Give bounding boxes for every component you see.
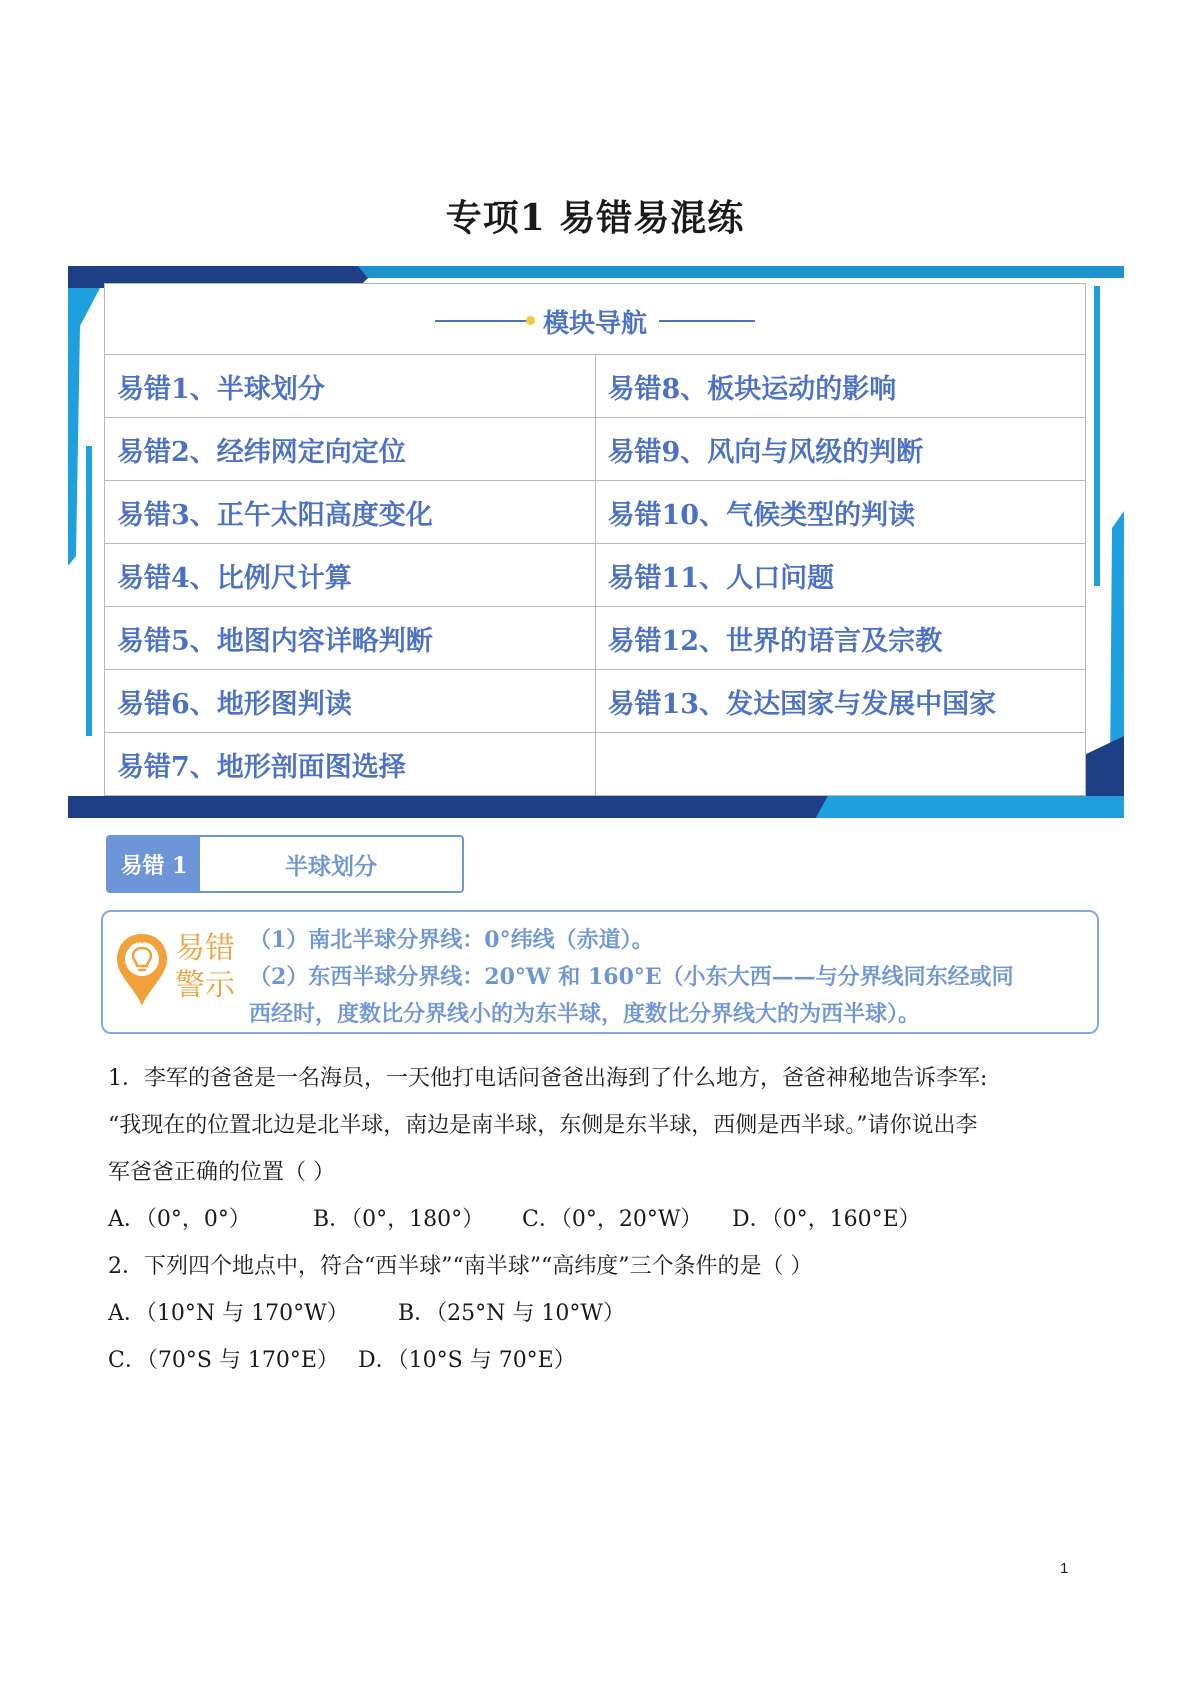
nav-item[interactable]: 易错9、风向与风级的判断 [595, 418, 1086, 481]
nav-heading-line-left [435, 320, 531, 322]
option-c[interactable]: C．（70°S 与 170°E） [108, 1348, 339, 1373]
nav-item[interactable]: 易错8、板块运动的影响 [595, 355, 1086, 418]
warning-line: （2）东西半球分界线：20°W 和 160°E（小东大西——与分界线同东经或同 [249, 964, 1014, 990]
nav-table [104, 283, 1086, 796]
warning-box [101, 910, 1099, 1034]
nav-item[interactable]: 易错11、人口问题 [595, 544, 1086, 607]
option-d[interactable]: D．（10°S 与 70°E） [358, 1348, 576, 1373]
question-stem-line: “我现在的位置北边是北半球，南边是南半球，东侧是东半球，西侧是西半球。”请你说出李 [108, 1113, 978, 1138]
question-options [108, 1196, 1088, 1243]
nav-item[interactable]: 易错13、发达国家与发展中国家 [595, 670, 1086, 733]
page-number: 1 [1060, 1560, 1069, 1577]
warning-text [249, 922, 1075, 1033]
section-tab [106, 835, 464, 893]
nav-item[interactable]: 易错1、半球划分 [105, 355, 596, 418]
nav-heading: 模块导航 [542, 308, 647, 339]
section-name: 半球划分 [285, 852, 377, 880]
nav-item[interactable]: 易错7、地形剖面图选择 [105, 733, 596, 796]
warning-label [175, 930, 235, 1004]
section-number: 易错 1 [108, 837, 200, 891]
question-stem-line: 1．李军的爸爸是一名海员，一天他打电话问爸爸出海到了什么地方，爸爸神秘地告诉李军: [108, 1066, 988, 1091]
nav-item[interactable]: 易错4、比例尺计算 [105, 544, 596, 607]
nav-heading-line-right [659, 320, 755, 322]
option-a[interactable]: A．（0°，0°） [108, 1207, 251, 1232]
nav-item[interactable]: 易错6、地形图判读 [105, 670, 596, 733]
nav-item[interactable]: 易错5、地图内容详略判断 [105, 607, 596, 670]
question-options [108, 1337, 1088, 1384]
option-b[interactable]: B．（0°，180°） [313, 1207, 485, 1232]
warning-label-line2: 警示 [175, 968, 235, 1003]
nav-item-empty [595, 733, 1086, 796]
option-c[interactable]: C．（0°，20°W） [522, 1207, 703, 1232]
nav-item[interactable]: 易错10、气候类型的判读 [595, 481, 1086, 544]
nav-heading-dot [526, 316, 535, 325]
nav-item[interactable]: 易错12、世界的语言及宗教 [595, 607, 1086, 670]
question-list [108, 1055, 1088, 1384]
option-b[interactable]: B．（25°N 与 10°W） [398, 1301, 626, 1326]
question-options [108, 1290, 1088, 1337]
option-a[interactable]: A．（10°N 与 170°W） [108, 1301, 349, 1326]
warning-line: 西经时，度数比分界线小的为东半球，度数比分界线大的为西半球）。 [249, 1001, 921, 1027]
lightbulb-pin-icon [113, 930, 171, 1010]
question-stem-line: 军爸爸正确的位置（ ） [108, 1160, 335, 1185]
nav-item[interactable]: 易错2、经纬网定向定位 [105, 418, 596, 481]
nav-item[interactable]: 易错3、正午太阳高度变化 [105, 481, 596, 544]
module-navigation [68, 266, 1124, 818]
question-stem-line: 2．下列四个地点中，符合“西半球”“南半球”“高纬度”三个条件的是（ ） [108, 1254, 813, 1279]
warning-label-line1: 易错 [175, 931, 235, 966]
nav-heading-cell [105, 284, 1086, 355]
option-d[interactable]: D．（0°，160°E） [732, 1207, 921, 1232]
page-title: 专项1 易错易混练 [445, 197, 745, 239]
warning-line: （1）南北半球分界线：0°纬线（赤道）。 [249, 927, 654, 953]
